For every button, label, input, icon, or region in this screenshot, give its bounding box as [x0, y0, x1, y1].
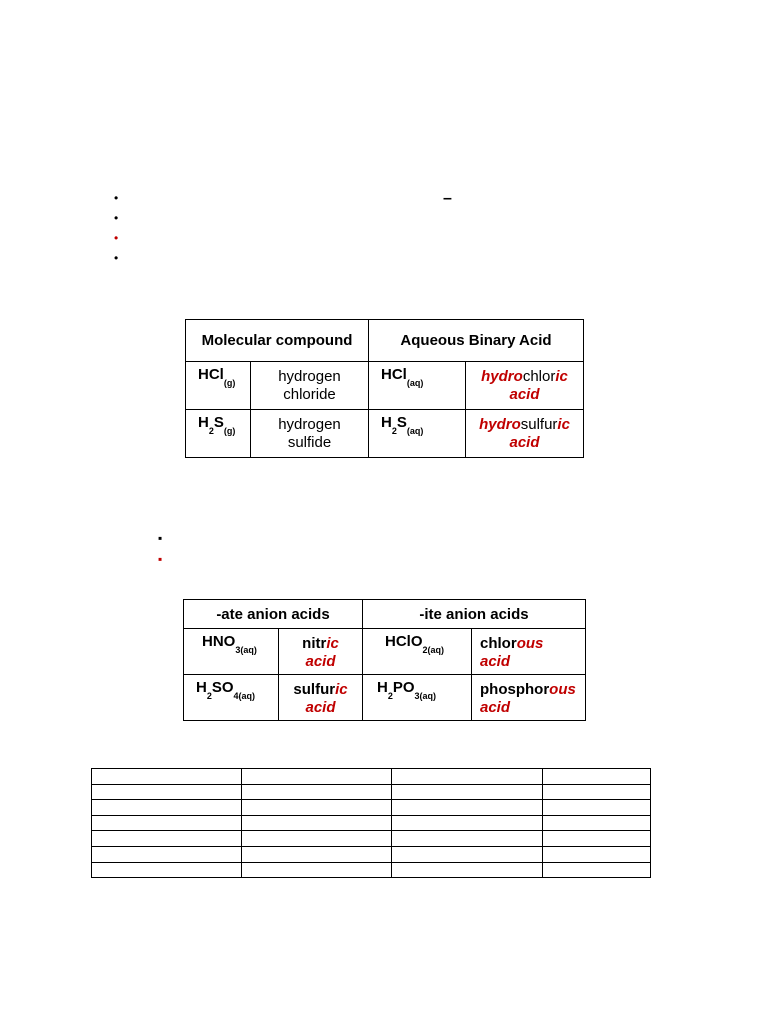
empty-cell [92, 784, 242, 800]
table-header-row [186, 320, 584, 362]
empty-cell [242, 862, 392, 878]
acid-name-cell: hydrochloric acid [466, 362, 584, 410]
mol-name-cell: hydrogen chloride [251, 362, 369, 410]
empty-cell [392, 784, 543, 800]
bullet-2: • [114, 211, 119, 225]
header-ite-anion-acids: -ite anion acids [363, 600, 586, 629]
mol-formula-cell: $H_2S_{(g)}$ [186, 410, 251, 458]
empty-cell [242, 815, 392, 831]
aq-formula-cell: HCl$_{(aq)}$ [369, 362, 466, 410]
empty-cell [392, 862, 543, 878]
bullet-3: • [114, 231, 119, 245]
header-aqueous-binary-acid: Aqueous Binary Acid [369, 320, 584, 362]
empty-cell [392, 815, 543, 831]
empty-cell [242, 846, 392, 862]
table-row [92, 831, 651, 847]
empty-cell [242, 831, 392, 847]
dash-mark: – [443, 190, 452, 207]
empty-cell [242, 784, 392, 800]
table-row [184, 675, 586, 721]
empty-cell [92, 831, 242, 847]
ite-name-cell: chlorous acid [472, 629, 586, 675]
ite-name-cell: phosphorous acid [472, 675, 586, 721]
table-row [184, 629, 586, 675]
ate-formula-cell: $HNO_{3(aq)}$ [184, 629, 279, 675]
empty-cell [543, 784, 651, 800]
empty-cell [392, 769, 543, 785]
table-row [92, 784, 651, 800]
binary-acid-table [185, 319, 584, 458]
acid-name-cell: hydrosulfuric acid [466, 410, 584, 458]
aq-formula-cell: $H_2S_{(aq)}$ [369, 410, 466, 458]
bullet-4: • [114, 251, 119, 265]
empty-cell [92, 769, 242, 785]
empty-cell [92, 846, 242, 862]
empty-cell [92, 862, 242, 878]
header-molecular-compound: Molecular compound [186, 320, 369, 362]
table-row [186, 410, 584, 458]
table-row [92, 815, 651, 831]
empty-cell [543, 862, 651, 878]
table-row [92, 769, 651, 785]
empty-cell [392, 846, 543, 862]
empty-grid-table [91, 768, 651, 878]
empty-cell [242, 800, 392, 816]
empty-cell [543, 769, 651, 785]
table-header-row [184, 600, 586, 629]
ite-formula-cell: $H_2PO_{3(aq)}$ [363, 675, 472, 721]
empty-cell [543, 831, 651, 847]
empty-cell [92, 800, 242, 816]
header-ate-anion-acids: -ate anion acids [184, 600, 363, 629]
square-bullet-1: ▪ [158, 531, 163, 545]
ate-formula-cell: $H_2SO_{4(aq)}$ [184, 675, 279, 721]
empty-cell [392, 800, 543, 816]
table-row [92, 800, 651, 816]
empty-cell [242, 769, 392, 785]
square-bullet-2: ▪ [158, 552, 163, 566]
empty-cell [543, 815, 651, 831]
empty-cell [392, 831, 543, 847]
empty-cell [543, 800, 651, 816]
empty-cell [543, 846, 651, 862]
bullet-1: • [114, 191, 119, 205]
ite-formula-cell: HClO$_{2(aq)}$ [363, 629, 472, 675]
mol-formula-cell: HCl$_{(g)}$ [186, 362, 251, 410]
table-row [92, 862, 651, 878]
table-row [92, 846, 651, 862]
oxyacid-table [183, 599, 586, 721]
mol-name-cell: hydrogen sulfide [251, 410, 369, 458]
table-row [186, 362, 584, 410]
empty-cell [92, 815, 242, 831]
ate-name-cell: sulfuric acid [279, 675, 363, 721]
ate-name-cell: nitric acid [279, 629, 363, 675]
